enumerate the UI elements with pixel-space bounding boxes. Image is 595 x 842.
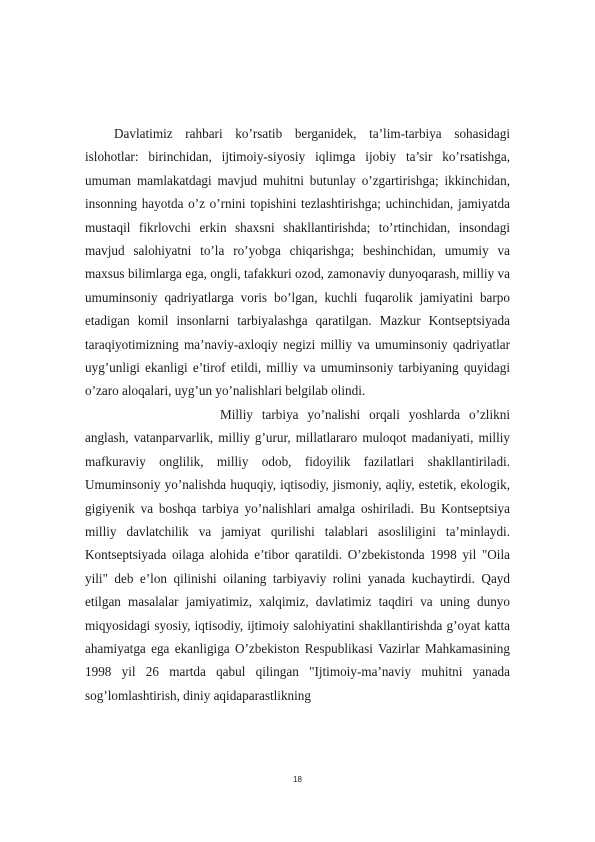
document-body [85,122,510,707]
paragraph-national-education: Milliy tarbiya yo’nalishi orqali yoshlarda o’zlikni anglash, vatanparvarlik, milliy g’urur, millatlararo muloqot madaniyati, milliy mafkuraviy onglilik, milliy odob, fidoyilik fazilatlari shakllantiriladi. Umuminsoniy yo’nalishda huquqiy, iqtisodiy, jismoniy, aqliy, estetik, ekologik, gigiyenik va boshqa tarbiya yo’nalishlari amalga oshiriladi. Bu Kontseptsiya milliy davlatchilik va jamiyat qurilishi talablari asosliligini ta’minlaydi. Kontseptsiyada oilaga alohida e’tibor qaratildi. O’zbekistonda 1998 yil "Oila yili" deb e’lon qilinishi oilaning tarbiyaviy rolini yanada kuchaytirdi. Qayd etilgan masalalar jamiyatimiz, xalqimiz, davlatimiz taqdiri va uning dunyo miqyosidagi syosiy, iqtisodiy, ijtimoiy salohiyatini shakllantirishda g’oyat katta ahamiyatga ega ekanligiga O’zbekiston Respublikasi Vazirlar Mahkamasining 1998 yil 26 martda qabul qilingan "Ijtimoiy-ma’naviy muhitni yanada sog’lomlashtirish, diniy aqidaparastlikning [85,406,510,703]
paragraph-reforms: Davlatimiz rahbari ko’rsatib berganidek, ta’lim-tarbiya sohasidagi islohotlar: birinchidan, ijtimoiy-siyosiy iqlimga ijobiy ta’sir ko’rsatishga, umuman mamlakatdagi mavjud muhitni butunlay o’zgartirishga; ikkinchidan, insonning hayotda o’z o’rnini topishini tezlashtirishga; uchinchidan, jamiyatda mustaqil fikrlovchi erkin shaxsni shakllantirishda; to’rtinchidan, insondagi mavjud salohiyatni to’la ro’yobga chiqarishga; beshinchidan, umumiy va maxsus bilimlarga ega, ongli, tafakkuri ozod, zamonaviy dunyoqarash, milliy va umuminsoniy qadriyatlarga voris bo’lgan, kuchli fuqarolik jamiyatini barpo etadigan komil insonlarni tarbiyalashga qaratilgan. Mazkur Kontseptsiyada taraqiyotimizning ma’naviy-axloqiy negizi milliy va umuminsoniy qadriyatlar uyg’unligi ekanligi e’tirof etildi, milliy va umuminsoniy tarbiyaning quyidagi o’zaro aloqalari, uyg’un yo’nalishlari belgilab olindi. [85,126,510,399]
page-number: 18 [293,775,302,784]
